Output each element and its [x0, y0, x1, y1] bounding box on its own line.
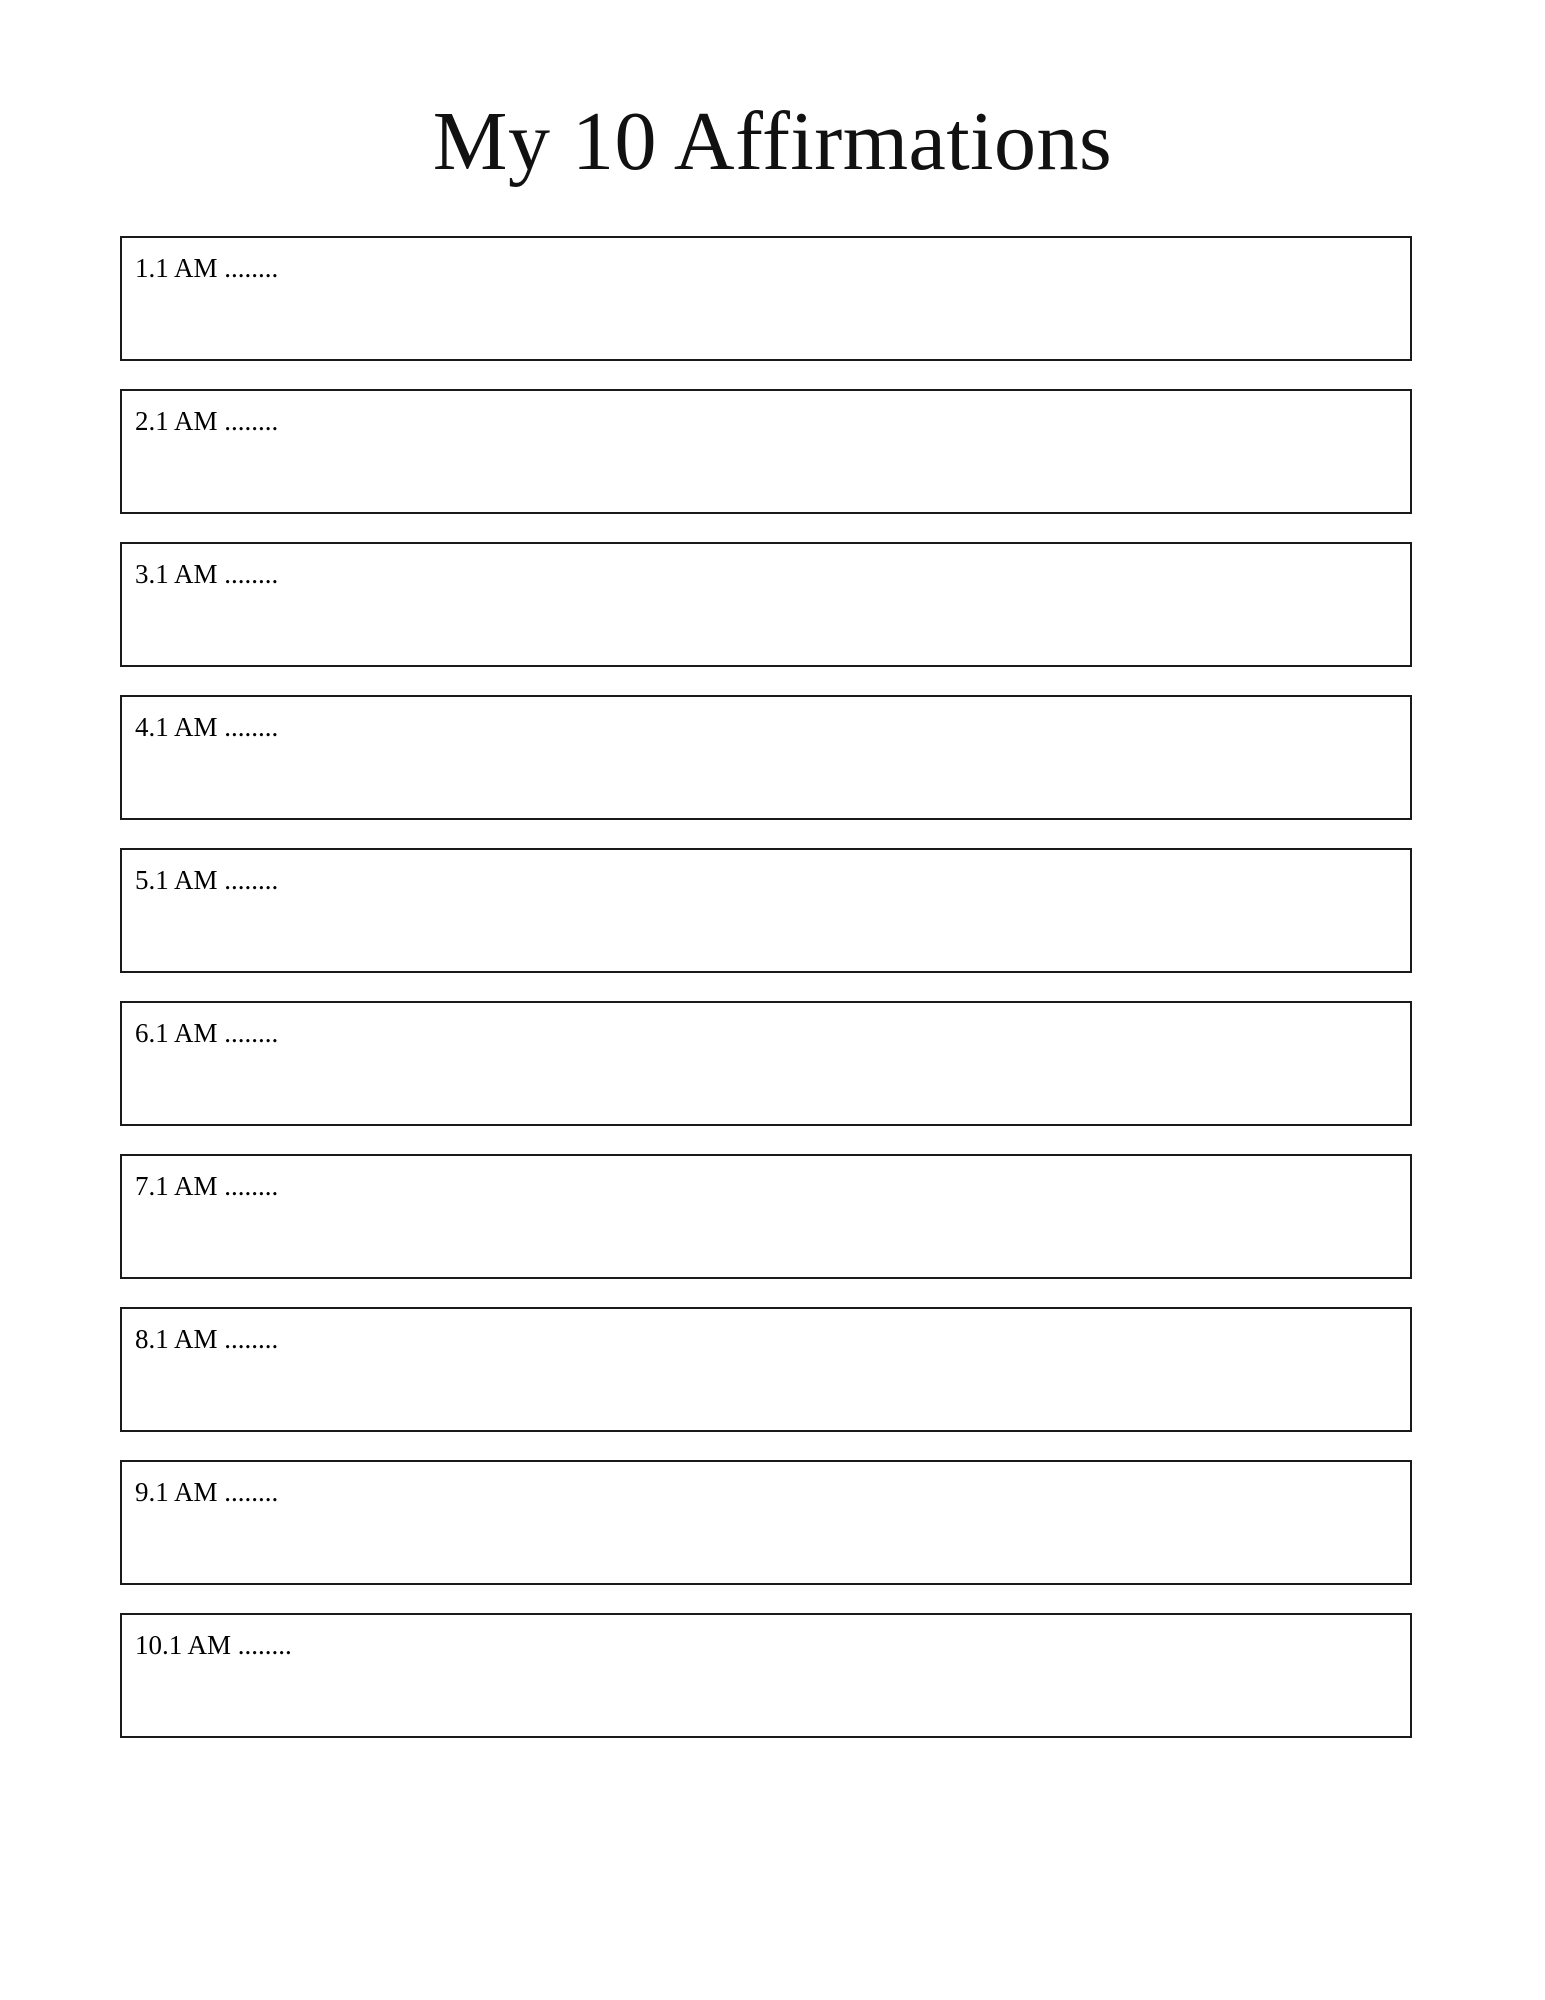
affirmation-entry-10[interactable] — [120, 1613, 1412, 1738]
affirmation-label-6: 6.1 AM ........ — [135, 1018, 279, 1048]
affirmation-label-5: 5.1 AM ........ — [135, 865, 279, 895]
affirmation-entry-1[interactable] — [120, 236, 1412, 361]
affirmation-entry-5[interactable] — [120, 848, 1412, 973]
affirmation-entry-2[interactable] — [120, 389, 1412, 514]
affirmation-entry-8[interactable] — [120, 1307, 1412, 1432]
affirmation-entry-9[interactable] — [120, 1460, 1412, 1585]
affirmation-label-3: 3.1 AM ........ — [135, 559, 279, 589]
affirmation-label-8: 8.1 AM ........ — [135, 1324, 279, 1354]
affirmation-label-10: 10.1 AM ........ — [135, 1630, 292, 1660]
affirmation-entry-6[interactable] — [120, 1001, 1412, 1126]
affirmation-entry-7[interactable] — [120, 1154, 1412, 1279]
affirmation-label-7: 7.1 AM ........ — [135, 1171, 279, 1201]
affirmation-label-9: 9.1 AM ........ — [135, 1477, 279, 1507]
affirmation-label-2: 2.1 AM ........ — [135, 406, 279, 436]
affirmation-entry-3[interactable] — [120, 542, 1412, 667]
affirmation-label-1: 1.1 AM ........ — [135, 253, 279, 283]
page-title: My 10 Affirmations — [432, 95, 1113, 188]
affirmations-list — [0, 236, 1545, 1738]
affirmation-entry-4[interactable] — [120, 695, 1412, 820]
affirmation-label-4: 4.1 AM ........ — [135, 712, 279, 742]
